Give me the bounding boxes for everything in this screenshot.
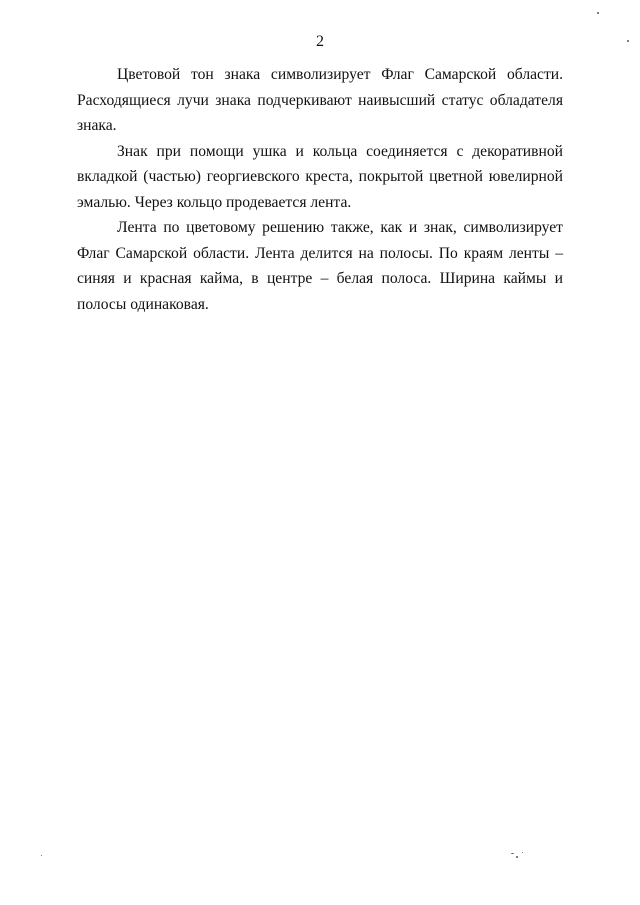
document-body [77, 62, 563, 317]
page-number: 2 [316, 33, 324, 50]
scan-speck [516, 856, 518, 858]
paragraph-flag-color: Цветовой тон знака символизирует Флаг Самарской области. Расходящиеся лучи знака подчеркивают наивысший статус обладателя знака. [77, 66, 563, 134]
scan-speck [41, 855, 42, 856]
scan-speck [597, 12, 599, 14]
scan-speck [522, 852, 523, 853]
paragraph-ribbon: Лента по цветовому решению также, как и знак, символизирует Флаг Самарской области. Лента делится на полосы. По краям ленты – синяя и красная кайма, в центре – белая полоса. Ширина каймы и полосы одинаковая. [77, 219, 563, 313]
paragraph-ring-attachment: Знак при помощи ушка и кольца соединяется с декоративной вкладкой (частью) георгиевского креста, покрытой цветной ювелирной эмалью. Через кольцо продевается лента. [77, 142, 563, 211]
scan-speck [627, 40, 629, 42]
scan-speck [511, 853, 514, 854]
